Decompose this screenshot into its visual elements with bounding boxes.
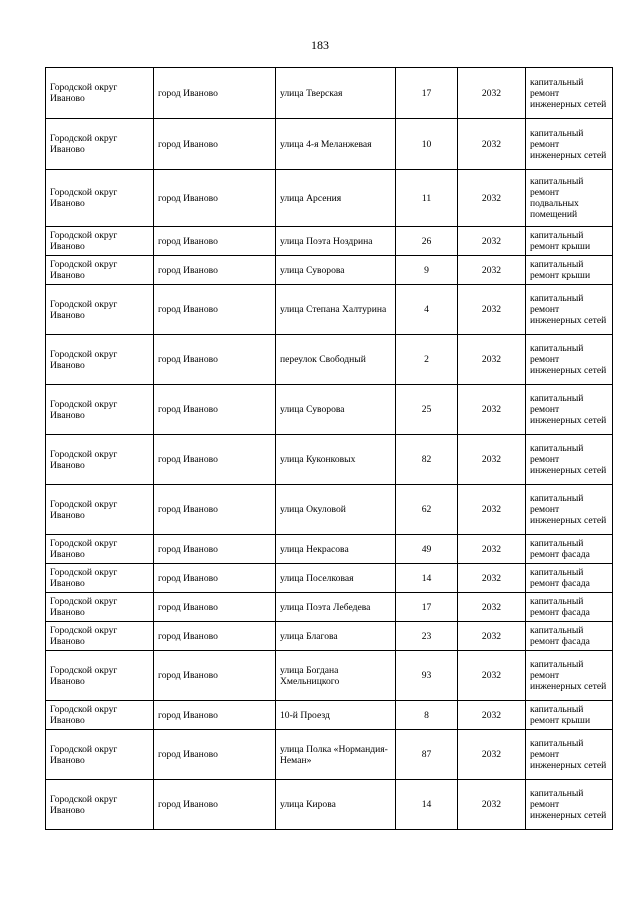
cell-street: улица Окуловой bbox=[276, 485, 396, 535]
cell-house-number: 14 bbox=[396, 564, 458, 593]
cell-municipality: Городской округ Иваново bbox=[46, 170, 154, 227]
cell-year: 2032 bbox=[458, 170, 526, 227]
cell-house-number: 4 bbox=[396, 285, 458, 335]
cell-year: 2032 bbox=[458, 385, 526, 435]
cell-house-number: 93 bbox=[396, 651, 458, 701]
cell-street: улица Степана Халтурина bbox=[276, 285, 396, 335]
table-row bbox=[46, 285, 613, 335]
cell-year: 2032 bbox=[458, 593, 526, 622]
cell-work-type: капитальный ремонт инженерных сетей bbox=[526, 119, 613, 170]
cell-house-number: 17 bbox=[396, 593, 458, 622]
cell-year: 2032 bbox=[458, 730, 526, 780]
cell-work-type: капитальный ремонт инженерных сетей bbox=[526, 435, 613, 485]
cell-settlement: город Иваново bbox=[154, 435, 276, 485]
table-row bbox=[46, 256, 613, 285]
cell-work-type: капитальный ремонт фасада bbox=[526, 622, 613, 651]
page-number: 183 bbox=[311, 38, 329, 52]
cell-house-number: 62 bbox=[396, 485, 458, 535]
cell-street: улица Суворова bbox=[276, 385, 396, 435]
cell-settlement: город Иваново bbox=[154, 780, 276, 830]
cell-settlement: город Иваново bbox=[154, 285, 276, 335]
cell-year: 2032 bbox=[458, 335, 526, 385]
cell-street: улица Кирова bbox=[276, 780, 396, 830]
cell-work-type: капитальный ремонт фасада bbox=[526, 593, 613, 622]
cell-municipality: Городской округ Иваново bbox=[46, 701, 154, 730]
cell-municipality: Городской округ Иваново bbox=[46, 593, 154, 622]
cell-street: улица Богдана Хмельницкого bbox=[276, 651, 396, 701]
cell-municipality: Городской округ Иваново bbox=[46, 651, 154, 701]
table-row bbox=[46, 564, 613, 593]
cell-municipality: Городской округ Иваново bbox=[46, 256, 154, 285]
cell-work-type: капитальный ремонт крыши bbox=[526, 227, 613, 256]
table-row bbox=[46, 593, 613, 622]
cell-work-type: капитальный ремонт фасада bbox=[526, 564, 613, 593]
cell-house-number: 87 bbox=[396, 730, 458, 780]
cell-settlement: город Иваново bbox=[154, 68, 276, 119]
cell-municipality: Городской округ Иваново bbox=[46, 780, 154, 830]
cell-street: улица Полка «Нормандия-Неман» bbox=[276, 730, 396, 780]
cell-year: 2032 bbox=[458, 119, 526, 170]
cell-municipality: Городской округ Иваново bbox=[46, 535, 154, 564]
cell-house-number: 8 bbox=[396, 701, 458, 730]
cell-work-type: капитальный ремонт инженерных сетей bbox=[526, 485, 613, 535]
cell-street: улица Куконковых bbox=[276, 435, 396, 485]
cell-work-type: капитальный ремонт инженерных сетей bbox=[526, 730, 613, 780]
table-row bbox=[46, 622, 613, 651]
cell-settlement: город Иваново bbox=[154, 119, 276, 170]
cell-house-number: 25 bbox=[396, 385, 458, 435]
cell-house-number: 23 bbox=[396, 622, 458, 651]
cell-year: 2032 bbox=[458, 651, 526, 701]
cell-municipality: Городской округ Иваново bbox=[46, 485, 154, 535]
table-row bbox=[46, 651, 613, 701]
cell-year: 2032 bbox=[458, 435, 526, 485]
cell-work-type: капитальный ремонт крыши bbox=[526, 701, 613, 730]
cell-municipality: Городской округ Иваново bbox=[46, 622, 154, 651]
cell-work-type: капитальный ремонт крыши bbox=[526, 256, 613, 285]
cell-street: улица Тверская bbox=[276, 68, 396, 119]
table-row bbox=[46, 780, 613, 830]
cell-street: переулок Свободный bbox=[276, 335, 396, 385]
cell-work-type: капитальный ремонт инженерных сетей bbox=[526, 385, 613, 435]
cell-house-number: 49 bbox=[396, 535, 458, 564]
cell-year: 2032 bbox=[458, 622, 526, 651]
cell-settlement: город Иваново bbox=[154, 256, 276, 285]
cell-settlement: город Иваново bbox=[154, 227, 276, 256]
cell-street: улица Благова bbox=[276, 622, 396, 651]
cell-year: 2032 bbox=[458, 256, 526, 285]
cell-street: улица Суворова bbox=[276, 256, 396, 285]
cell-municipality: Городской округ Иваново bbox=[46, 335, 154, 385]
cell-municipality: Городской округ Иваново bbox=[46, 285, 154, 335]
cell-settlement: город Иваново bbox=[154, 701, 276, 730]
cell-house-number: 82 bbox=[396, 435, 458, 485]
cell-street: улица Некрасова bbox=[276, 535, 396, 564]
cell-year: 2032 bbox=[458, 485, 526, 535]
cell-municipality: Городской округ Иваново bbox=[46, 68, 154, 119]
cell-year: 2032 bbox=[458, 227, 526, 256]
cell-settlement: город Иваново bbox=[154, 622, 276, 651]
cell-street: 10-й Проезд bbox=[276, 701, 396, 730]
cell-municipality: Городской округ Иваново bbox=[46, 564, 154, 593]
cell-year: 2032 bbox=[458, 68, 526, 119]
cell-house-number: 9 bbox=[396, 256, 458, 285]
table-row bbox=[46, 701, 613, 730]
table-row bbox=[46, 227, 613, 256]
cell-settlement: город Иваново bbox=[154, 170, 276, 227]
cell-municipality: Городской округ Иваново bbox=[46, 227, 154, 256]
table-row bbox=[46, 385, 613, 435]
table-row bbox=[46, 485, 613, 535]
table-row bbox=[46, 119, 613, 170]
cell-street: улица Поэта Ноздрина bbox=[276, 227, 396, 256]
cell-house-number: 10 bbox=[396, 119, 458, 170]
cell-work-type: капитальный ремонт инженерных сетей bbox=[526, 335, 613, 385]
cell-house-number: 2 bbox=[396, 335, 458, 385]
cell-settlement: город Иваново bbox=[154, 593, 276, 622]
cell-work-type: капитальный ремонт инженерных сетей bbox=[526, 780, 613, 830]
repair-schedule-table bbox=[45, 67, 613, 830]
cell-work-type: капитальный ремонт инженерных сетей bbox=[526, 651, 613, 701]
cell-year: 2032 bbox=[458, 285, 526, 335]
cell-settlement: город Иваново bbox=[154, 335, 276, 385]
cell-house-number: 17 bbox=[396, 68, 458, 119]
cell-work-type: капитальный ремонт фасада bbox=[526, 535, 613, 564]
cell-year: 2032 bbox=[458, 701, 526, 730]
cell-municipality: Городской округ Иваново bbox=[46, 119, 154, 170]
cell-street: улица Поэта Лебедева bbox=[276, 593, 396, 622]
cell-settlement: город Иваново bbox=[154, 535, 276, 564]
cell-work-type: капитальный ремонт инженерных сетей bbox=[526, 285, 613, 335]
cell-work-type: капитальный ремонт подвальных помещений bbox=[526, 170, 613, 227]
table-row bbox=[46, 730, 613, 780]
cell-work-type: капитальный ремонт инженерных сетей bbox=[526, 68, 613, 119]
cell-street: улица 4-я Меланжевая bbox=[276, 119, 396, 170]
cell-house-number: 14 bbox=[396, 780, 458, 830]
cell-settlement: город Иваново bbox=[154, 385, 276, 435]
cell-year: 2032 bbox=[458, 535, 526, 564]
cell-municipality: Городской округ Иваново bbox=[46, 435, 154, 485]
cell-year: 2032 bbox=[458, 780, 526, 830]
cell-municipality: Городской округ Иваново bbox=[46, 385, 154, 435]
cell-street: улица Поселковая bbox=[276, 564, 396, 593]
cell-year: 2032 bbox=[458, 564, 526, 593]
table-row bbox=[46, 535, 613, 564]
table-body bbox=[46, 68, 613, 830]
table-row bbox=[46, 435, 613, 485]
cell-municipality: Городской округ Иваново bbox=[46, 730, 154, 780]
cell-settlement: город Иваново bbox=[154, 485, 276, 535]
table-row bbox=[46, 335, 613, 385]
cell-street: улица Арсения bbox=[276, 170, 396, 227]
cell-house-number: 26 bbox=[396, 227, 458, 256]
cell-settlement: город Иваново bbox=[154, 564, 276, 593]
table-row bbox=[46, 170, 613, 227]
cell-house-number: 11 bbox=[396, 170, 458, 227]
cell-settlement: город Иваново bbox=[154, 730, 276, 780]
table-row bbox=[46, 68, 613, 119]
cell-settlement: город Иваново bbox=[154, 651, 276, 701]
